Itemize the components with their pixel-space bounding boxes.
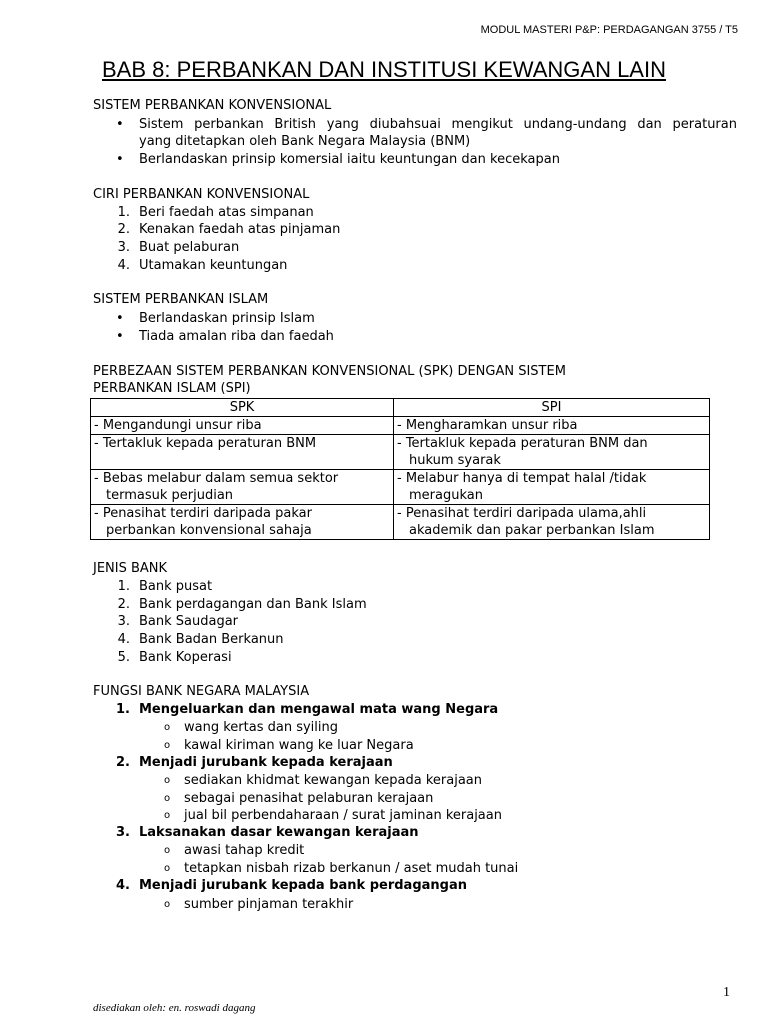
list-item: Bank perdagangan dan Bank Islam xyxy=(139,597,367,612)
page-footer: disediakan oleh: en. roswadi dagang xyxy=(93,1002,256,1014)
table-row xyxy=(91,505,710,540)
table-header-spk: SPK xyxy=(91,399,394,417)
bullet-text-cont: yang ditetapkan oleh Bank Negara Malaysia (BNM) xyxy=(139,134,471,149)
table-row xyxy=(91,470,710,505)
bullet-icon: • xyxy=(116,117,124,132)
cell-line: - Melabur hanya di tempat halal /tidak xyxy=(397,471,647,486)
table-cell: - Mengharamkan unsur riba xyxy=(394,417,710,435)
circle-bullet-icon: o xyxy=(164,793,171,804)
table-cell xyxy=(91,505,394,540)
list-number: 1. xyxy=(117,579,130,594)
table-row xyxy=(91,435,710,470)
cell-line: termasuk perjudian xyxy=(106,488,234,503)
section-heading-ciri: CIRI PERBANKAN KONVENSIONAL xyxy=(93,187,310,202)
circle-bullet-icon: o xyxy=(164,863,171,874)
function-sub-item: sebagai penasihat pelaburan kerajaan xyxy=(184,791,434,806)
circle-bullet-icon: o xyxy=(164,740,171,751)
list-number: 3. xyxy=(117,614,130,629)
function-sub-item: sumber pinjaman terakhir xyxy=(184,897,354,912)
section-heading-konvensional: SISTEM PERBANKAN KONVENSIONAL xyxy=(93,98,332,113)
table-cell xyxy=(91,470,394,505)
table-header-row xyxy=(91,399,710,417)
function-sub-item: kawal kiriman wang ke luar Negara xyxy=(184,738,414,753)
list-number: 2. xyxy=(116,755,130,770)
function-title: Menjadi jurubank kepada kerajaan xyxy=(139,755,393,770)
bullet-icon: • xyxy=(116,311,124,326)
function-sub-item: wang kertas dan syiling xyxy=(184,720,338,735)
page-title: BAB 8: PERBANKAN DAN INSTITUSI KEWANGAN LAIN xyxy=(102,57,666,82)
table-cell: - Mengandungi unsur riba xyxy=(91,417,394,435)
list-number: 5. xyxy=(117,650,130,665)
table-header-spi: SPI xyxy=(394,399,710,417)
table-cell: - Tertakluk kepada peraturan BNM xyxy=(91,435,394,470)
function-sub-item: tetapkan nisbah rizab berkanun / aset mudah tunai xyxy=(184,861,519,876)
section-heading-islam: SISTEM PERBANKAN ISLAM xyxy=(93,292,269,307)
cell-line: - Penasihat terdiri daripada ulama,ahli xyxy=(397,506,647,521)
bullet-icon: • xyxy=(116,152,124,167)
section-heading-jenis-bank: JENIS BANK xyxy=(93,561,168,576)
table-cell xyxy=(394,435,710,470)
bullet-icon: • xyxy=(116,329,124,344)
list-item: Bank Saudagar xyxy=(139,614,239,629)
comparison-table xyxy=(90,398,710,540)
circle-bullet-icon: o xyxy=(164,899,171,910)
list-number: 1. xyxy=(117,205,130,220)
cell-line: - Bebas melabur dalam semua sektor xyxy=(94,471,339,486)
list-number: 4. xyxy=(116,878,130,893)
function-sub-item: awasi tahap kredit xyxy=(184,843,305,858)
circle-bullet-icon: o xyxy=(164,775,171,786)
section-heading-perbezaan: PERBEZAAN SISTEM PERBANKAN KONVENSIONAL (SPK) DENGAN SISTEM xyxy=(93,364,566,379)
list-item: Bank Badan Berkanun xyxy=(139,632,284,647)
table-row xyxy=(91,417,710,435)
cell-line: hukum syarak xyxy=(409,453,501,468)
bullet-text: Berlandaskan prinsip komersial iaitu keuntungan dan kecekapan xyxy=(139,152,560,167)
page-number: 1 xyxy=(723,985,730,1000)
section-heading-fungsi: FUNGSI BANK NEGARA MALAYSIA xyxy=(93,684,310,699)
cell-line: - Tertakluk kepada peraturan BNM dan xyxy=(397,436,648,451)
circle-bullet-icon: o xyxy=(164,810,171,821)
list-number: 4. xyxy=(117,258,130,273)
list-number: 1. xyxy=(116,702,130,717)
function-title: Mengeluarkan dan mengawal mata wang Negara xyxy=(139,702,499,717)
cell-line: - Penasihat terdiri daripada pakar xyxy=(94,506,312,521)
bullet-text: Tiada amalan riba dan faedah xyxy=(139,329,334,344)
table-cell xyxy=(394,470,710,505)
list-number: 2. xyxy=(117,222,130,237)
section-heading-perbezaan-cont: PERBANKAN ISLAM (SPI) xyxy=(93,381,251,396)
list-item: Kenakan faedah atas pinjaman xyxy=(139,222,341,237)
cell-line: perbankan konvensional sahaja xyxy=(106,523,312,538)
list-number: 2. xyxy=(117,597,130,612)
function-title: Laksanakan dasar kewangan kerajaan xyxy=(139,825,419,840)
function-title: Menjadi jurubank kepada bank perdagangan xyxy=(139,878,467,893)
list-item: Beri faedah atas simpanan xyxy=(139,205,314,220)
list-number: 4. xyxy=(117,632,130,647)
table-cell xyxy=(394,505,710,540)
circle-bullet-icon: o xyxy=(164,722,171,733)
list-number: 3. xyxy=(116,825,130,840)
function-sub-item: sediakan khidmat kewangan kepada kerajaan xyxy=(184,773,483,788)
cell-line: akademik dan pakar perbankan Islam xyxy=(409,523,655,538)
list-item: Bank Koperasi xyxy=(139,650,232,665)
circle-bullet-icon: o xyxy=(164,845,171,856)
page-header: MODUL MASTERI P&P: PERDAGANGAN 3755 / T5 xyxy=(480,24,738,36)
list-item: Utamakan keuntungan xyxy=(139,258,288,273)
bullet-text: Sistem perbankan British yang diubahsuai mengikut undang-undang dan peraturan xyxy=(139,117,737,132)
bullet-text: Berlandaskan prinsip Islam xyxy=(139,311,315,326)
list-number: 3. xyxy=(117,240,130,255)
list-item: Buat pelaburan xyxy=(139,240,240,255)
list-item: Bank pusat xyxy=(139,579,213,594)
cell-line: meragukan xyxy=(409,488,483,503)
function-sub-item: jual bil perbendaharaan / surat jaminan kerajaan xyxy=(184,808,502,823)
